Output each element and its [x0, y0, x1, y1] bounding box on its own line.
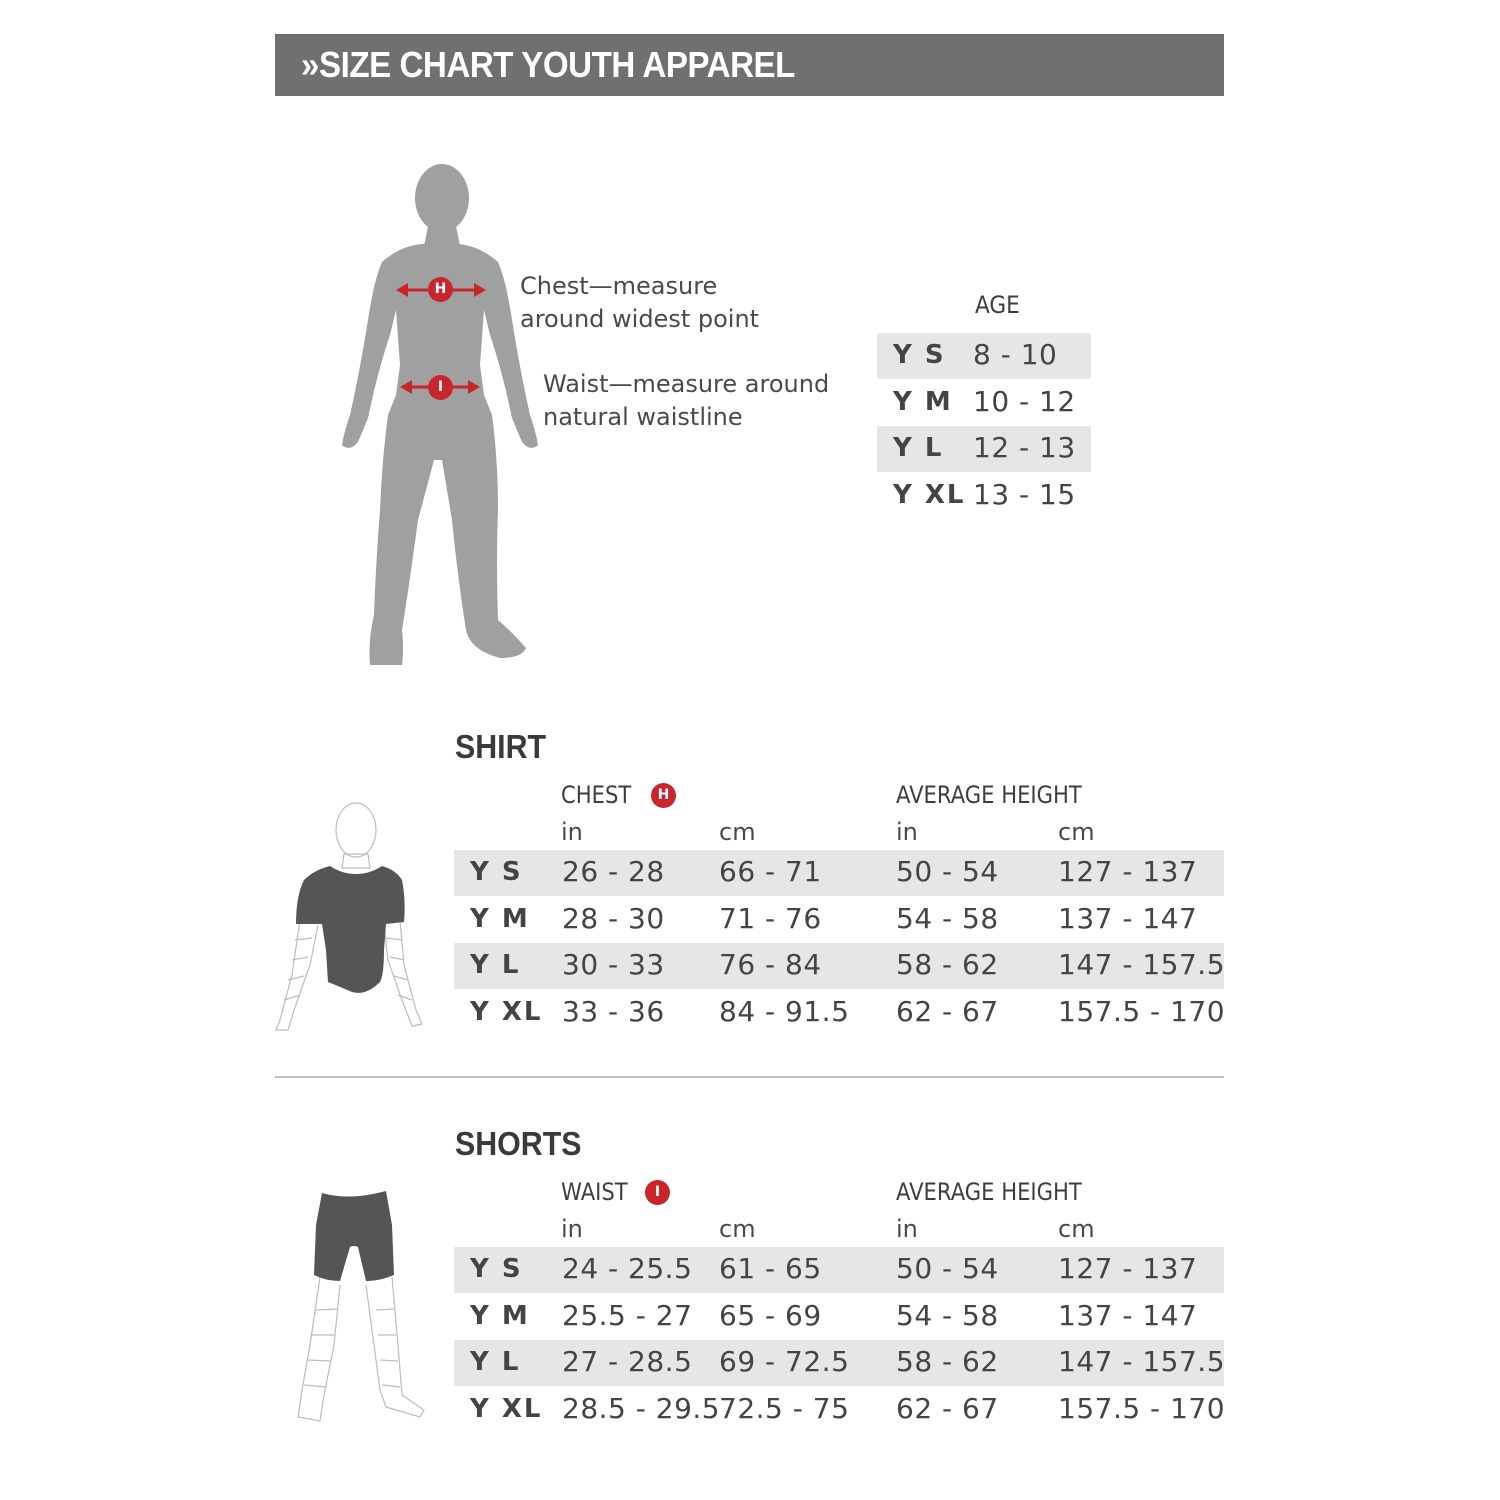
- shirt-height-cm: 127 - 137: [1058, 855, 1198, 888]
- unit-label: cm: [719, 818, 756, 846]
- shorts-waist-cm: 65 - 69: [719, 1299, 822, 1332]
- shorts-title: SHORTS: [455, 1125, 582, 1162]
- shorts-height-cm: 137 - 147: [1058, 1299, 1198, 1332]
- chest-note: [520, 270, 759, 336]
- waist-header-badge: I: [645, 1180, 670, 1205]
- age-size: Y S: [893, 340, 946, 370]
- waist-note-line2: natural waistline: [543, 403, 743, 431]
- shorts-height-in: 62 - 67: [896, 1392, 999, 1425]
- shorts-height-in: 54 - 58: [896, 1299, 999, 1332]
- shirt-chest-cm: 84 - 91.5: [719, 995, 850, 1028]
- shorts-height-cm: 147 - 157.5: [1058, 1345, 1226, 1378]
- shirt-chest-cm: 76 - 84: [719, 948, 822, 981]
- shorts-height-header: AVERAGE HEIGHT: [896, 1178, 1082, 1206]
- shirt-title: SHIRT: [455, 728, 547, 765]
- unit-label: cm: [719, 1215, 756, 1243]
- shirt-height-in: 58 - 62: [896, 948, 999, 981]
- shirt-chest-cm: 71 - 76: [719, 902, 822, 935]
- age-value: 8 - 10: [973, 338, 1058, 371]
- body-figure-icon: [330, 160, 550, 672]
- age-size: Y L: [893, 433, 944, 463]
- shirt-size: Y XL: [470, 997, 543, 1027]
- unit-label: in: [561, 1215, 583, 1243]
- chest-header-badge: H: [651, 783, 676, 808]
- shirt-chest-in: 28 - 30: [562, 902, 665, 935]
- waist-note-line1: Waist—measure around: [543, 370, 830, 398]
- unit-label: cm: [1058, 818, 1095, 846]
- shirt-height-in: 54 - 58: [896, 902, 999, 935]
- shirt-height-cm: 137 - 147: [1058, 902, 1198, 935]
- chest-note-line2: around widest point: [520, 305, 760, 333]
- chest-badge: H: [428, 277, 453, 302]
- shirt-height-header: AVERAGE HEIGHT: [896, 781, 1082, 809]
- section-divider: [275, 1076, 1224, 1078]
- unit-label: in: [896, 818, 918, 846]
- unit-label: in: [561, 818, 583, 846]
- waist-note: [543, 368, 829, 434]
- title-bar: [275, 34, 1224, 96]
- shirt-height-cm: 157.5 - 170: [1058, 995, 1226, 1028]
- shorts-waist-cm: 69 - 72.5: [719, 1345, 850, 1378]
- age-header: AGE: [975, 291, 1020, 319]
- shorts-waist-in: 27 - 28.5: [562, 1345, 693, 1378]
- shirt-figure-icon: [270, 800, 430, 1035]
- shirt-size: Y M: [470, 904, 530, 934]
- shorts-waist-cm: 61 - 65: [719, 1252, 822, 1285]
- age-value: 13 - 15: [973, 478, 1076, 511]
- unit-label: cm: [1058, 1215, 1095, 1243]
- shorts-size: Y L: [470, 1347, 521, 1377]
- shorts-waist-in: 28.5 - 29.5: [562, 1392, 721, 1425]
- shorts-size: Y XL: [470, 1394, 543, 1424]
- shirt-height-in: 50 - 54: [896, 855, 999, 888]
- waist-badge: I: [428, 375, 453, 400]
- age-size: Y XL: [893, 480, 966, 510]
- age-value: 12 - 13: [973, 431, 1076, 464]
- shirt-size: Y L: [470, 950, 521, 980]
- shirt-height-in: 62 - 67: [896, 995, 999, 1028]
- unit-label: in: [896, 1215, 918, 1243]
- age-value: 10 - 12: [973, 385, 1076, 418]
- shirt-size: Y S: [470, 857, 523, 887]
- shorts-size: Y S: [470, 1254, 523, 1284]
- shirt-chest-in: 30 - 33: [562, 948, 665, 981]
- shirt-chest-in: 26 - 28: [562, 855, 665, 888]
- shorts-height-in: 50 - 54: [896, 1252, 999, 1285]
- chest-note-line1: Chest—measure: [520, 272, 718, 300]
- age-size: Y M: [893, 387, 953, 417]
- shorts-waist-in: 25.5 - 27: [562, 1299, 693, 1332]
- shorts-height-in: 58 - 62: [896, 1345, 999, 1378]
- shirt-chest-in: 33 - 36: [562, 995, 665, 1028]
- shorts-height-cm: 127 - 137: [1058, 1252, 1198, 1285]
- shorts-waist-in: 24 - 25.5: [562, 1252, 693, 1285]
- shorts-height-cm: 157.5 - 170: [1058, 1392, 1226, 1425]
- shirt-chest-cm: 66 - 71: [719, 855, 822, 888]
- shorts-waist-cm: 72.5 - 75: [719, 1392, 850, 1425]
- shorts-size: Y M: [470, 1301, 530, 1331]
- shorts-figure-icon: [290, 1185, 435, 1430]
- chest-header: CHEST: [561, 781, 632, 809]
- waist-header: WAIST: [561, 1178, 628, 1206]
- shirt-height-cm: 147 - 157.5: [1058, 948, 1226, 981]
- page-title: »SIZE CHART YOUTH APPAREL: [301, 44, 795, 85]
